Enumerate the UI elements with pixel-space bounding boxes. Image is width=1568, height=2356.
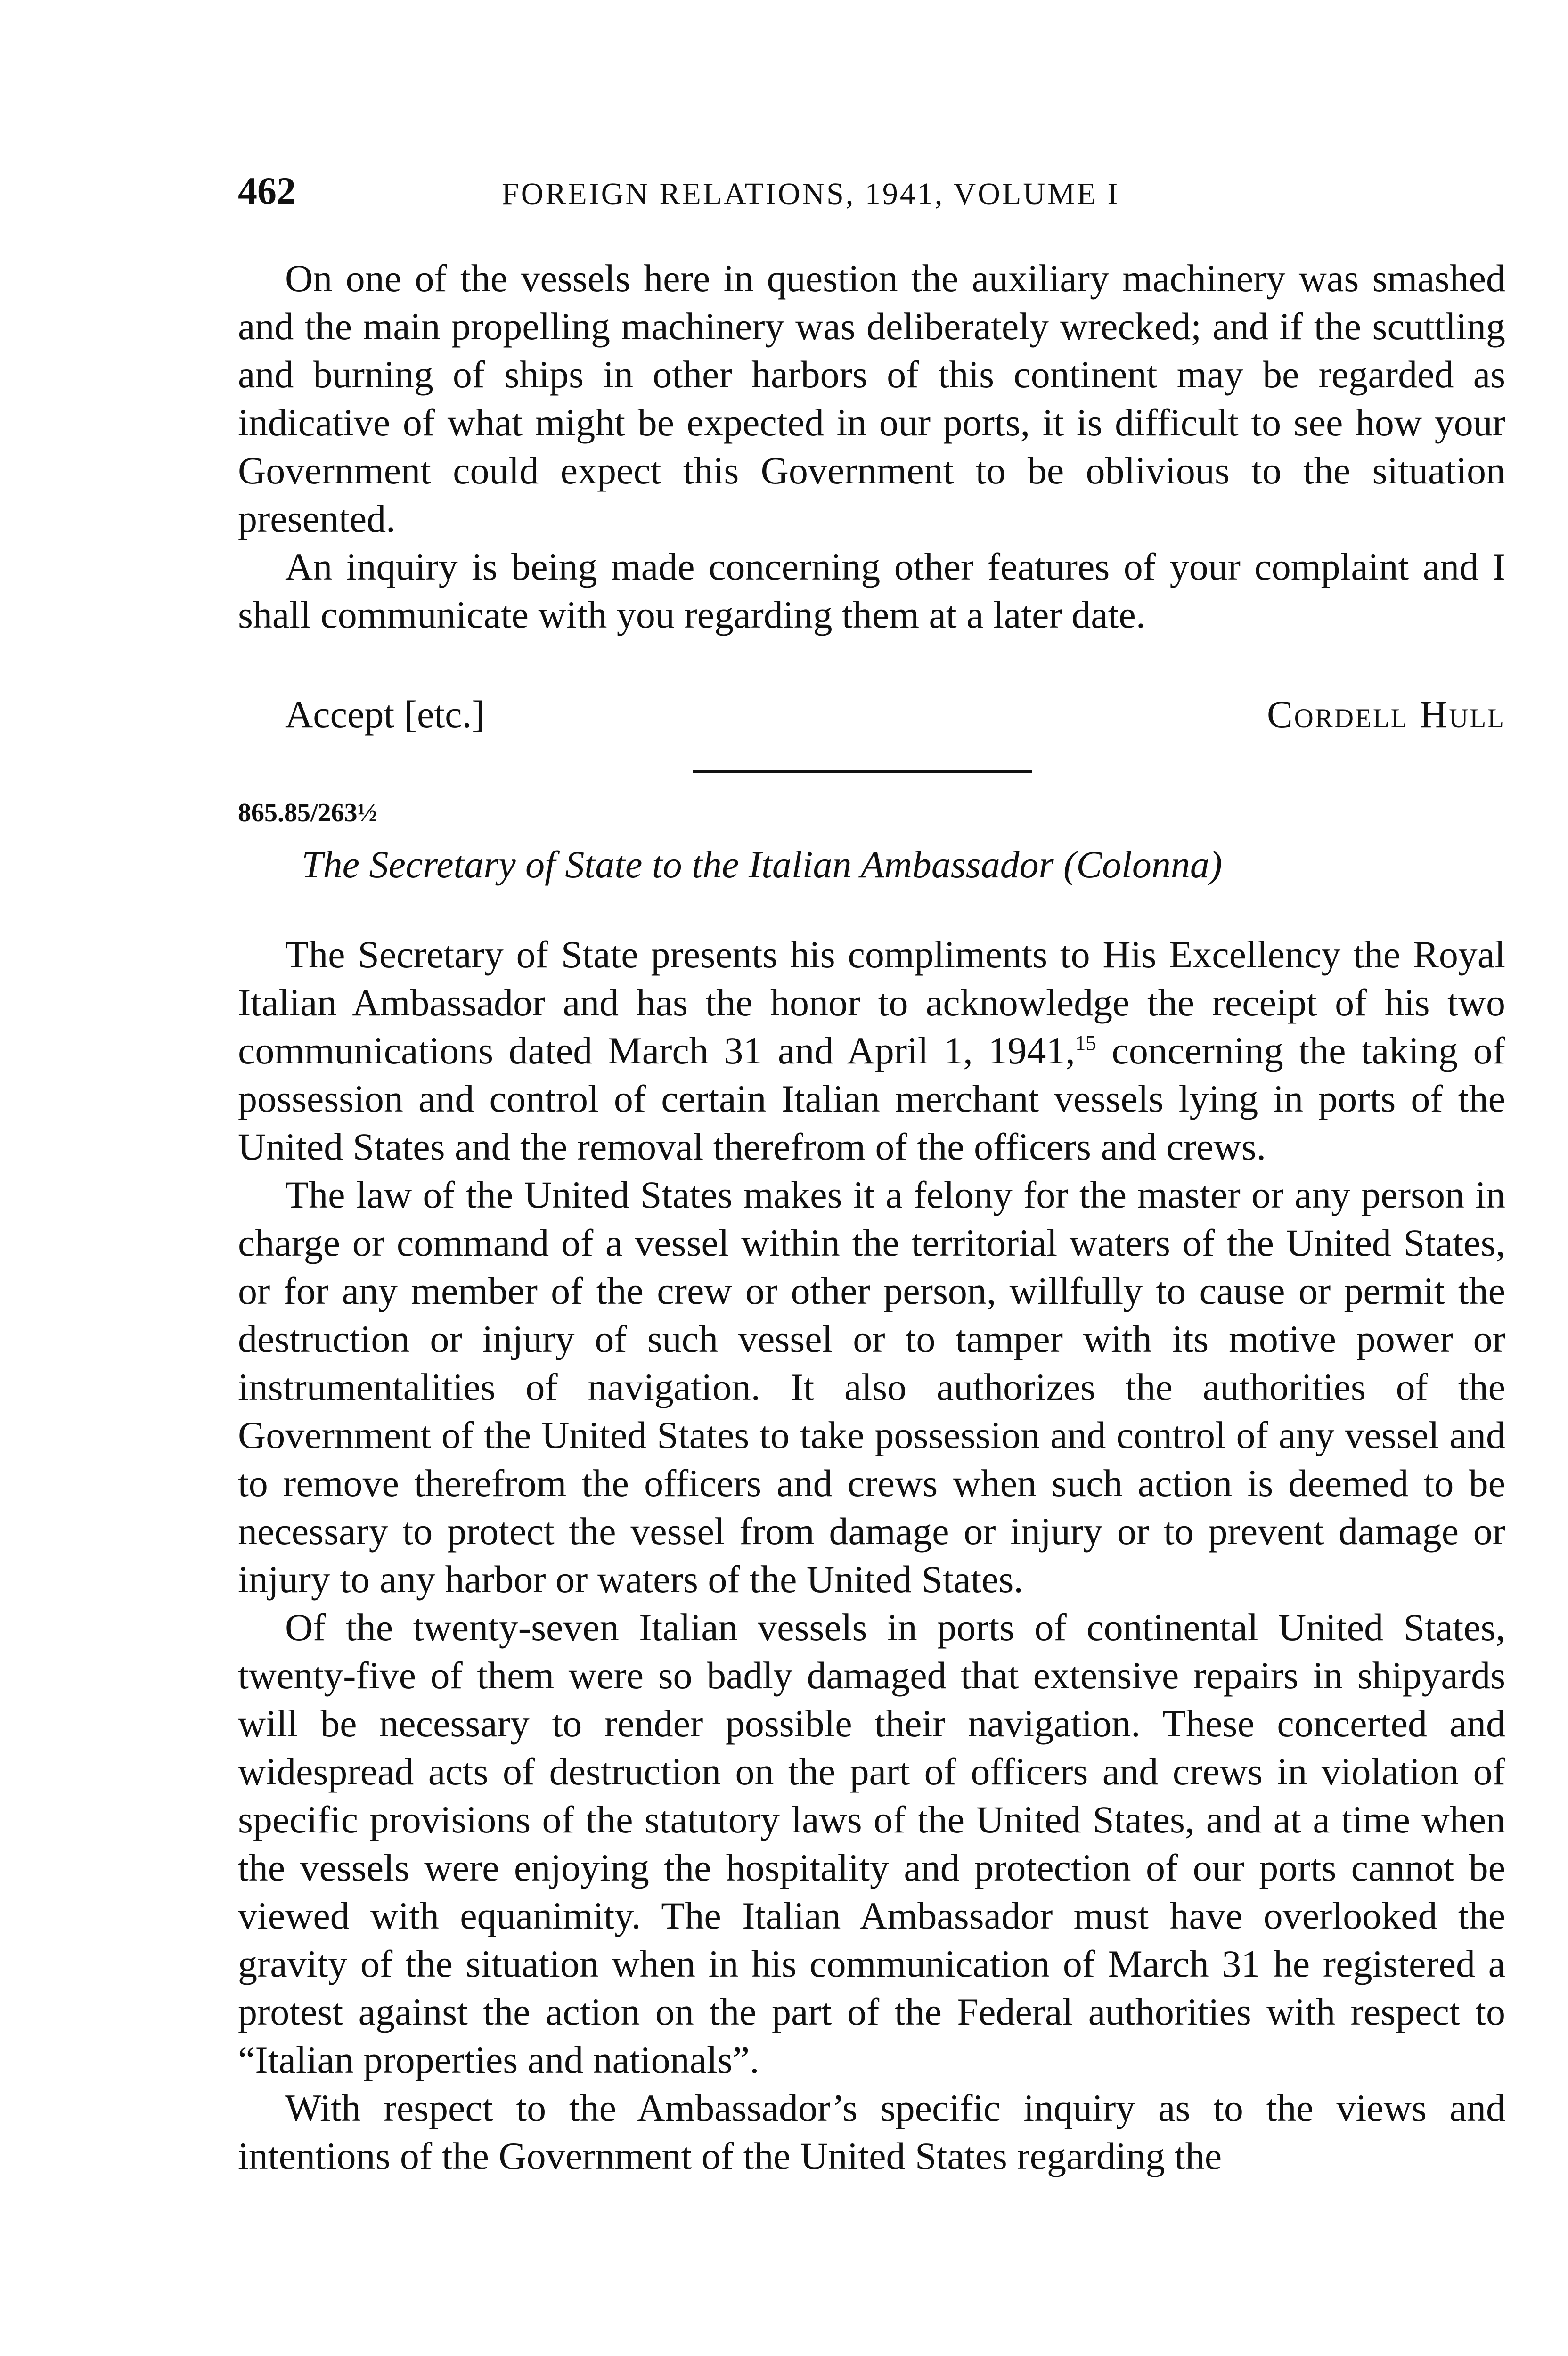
closing-accept: Accept [etc.] [285, 693, 485, 736]
paragraph: On one of the vessels here in question the auxiliary machinery was smashed and the main propelling machinery was deliberately wrecked; and if the scuttling and burning of ships in other harbors of this continent may be regarded as indicative of what might be expected in our ports, it is difficult to see how your Government could expect this Government to be oblivious to the situation presented. [238, 257, 1505, 540]
document-title: The Secretary of State to the Italian Ambassador (Colonna) [302, 843, 1223, 886]
previous-document-text [238, 254, 1505, 639]
paragraph-text: concerning the taking of possession and control of certain Italian merchant vessels lying in ports of the United States and the removal therefrom of the officers and crews. [238, 1029, 1505, 1168]
paragraph: An inquiry is being made concerning other features of your complaint and I shall communicate with you regarding them at a later date. [238, 545, 1505, 636]
file-number: 865.85/263½ [238, 798, 377, 827]
paragraph [238, 931, 1505, 1171]
footnote-reference: 15 [1075, 1031, 1096, 1055]
paragraph-text: The Secretary of State presents his compliments to His Excellency the Royal Italian Ambassador and has the honor to acknowledge the receipt of his two communications dated March 31 and April 1, 1941, [238, 933, 1505, 1072]
paragraph: Of the twenty-seven Italian vessels in ports of continental United States, twenty-five of them were so badly damaged that extensive repairs in shipyards will be necessary to render possible their navigation. These concerted and widespread acts of destruction on the part of officers and crews in violation of specific provisions of the statutory laws of the United States, and at a time when the vessels were enjoying the hospitality and protection of our ports cannot be viewed with equanimity. The Italian Ambassador must have overlooked the gravity of the situation when in his communication of March 31 he registered a protest against the action on the part of the Federal authorities with respect to “Italian properties and nationals”. [238, 1606, 1505, 2081]
paragraph: With respect to the Ambassador’s specific inquiry as to the views and intentions of the Government of the United States regarding the [238, 2086, 1505, 2177]
running-head: FOREIGN RELATIONS, 1941, VOLUME I [502, 177, 1120, 211]
paragraph: The law of the United States makes it a felony for the master or any person in charge or command of a vessel within the territorial waters of the United States, or for any member of the crew or other person, willfully to cause or permit the destruction or injury of such vessel or to tamper with its motive power or instrumentalities of navigation. It also authorizes the authorities of the Government of the United States to take possession and control of any vessel and to remove therefrom the officers and crews when such action is deemed to be necessary to protect the vessel from damage or injury or to prevent damage or injury to any harbor or waters of the United States. [238, 1173, 1505, 1601]
signature: Cordell Hull [1266, 693, 1505, 736]
section-divider [693, 770, 1032, 773]
document-body [238, 931, 1505, 2180]
page-number: 462 [238, 169, 296, 212]
closing-line [238, 690, 1505, 742]
page-header [238, 167, 1510, 219]
